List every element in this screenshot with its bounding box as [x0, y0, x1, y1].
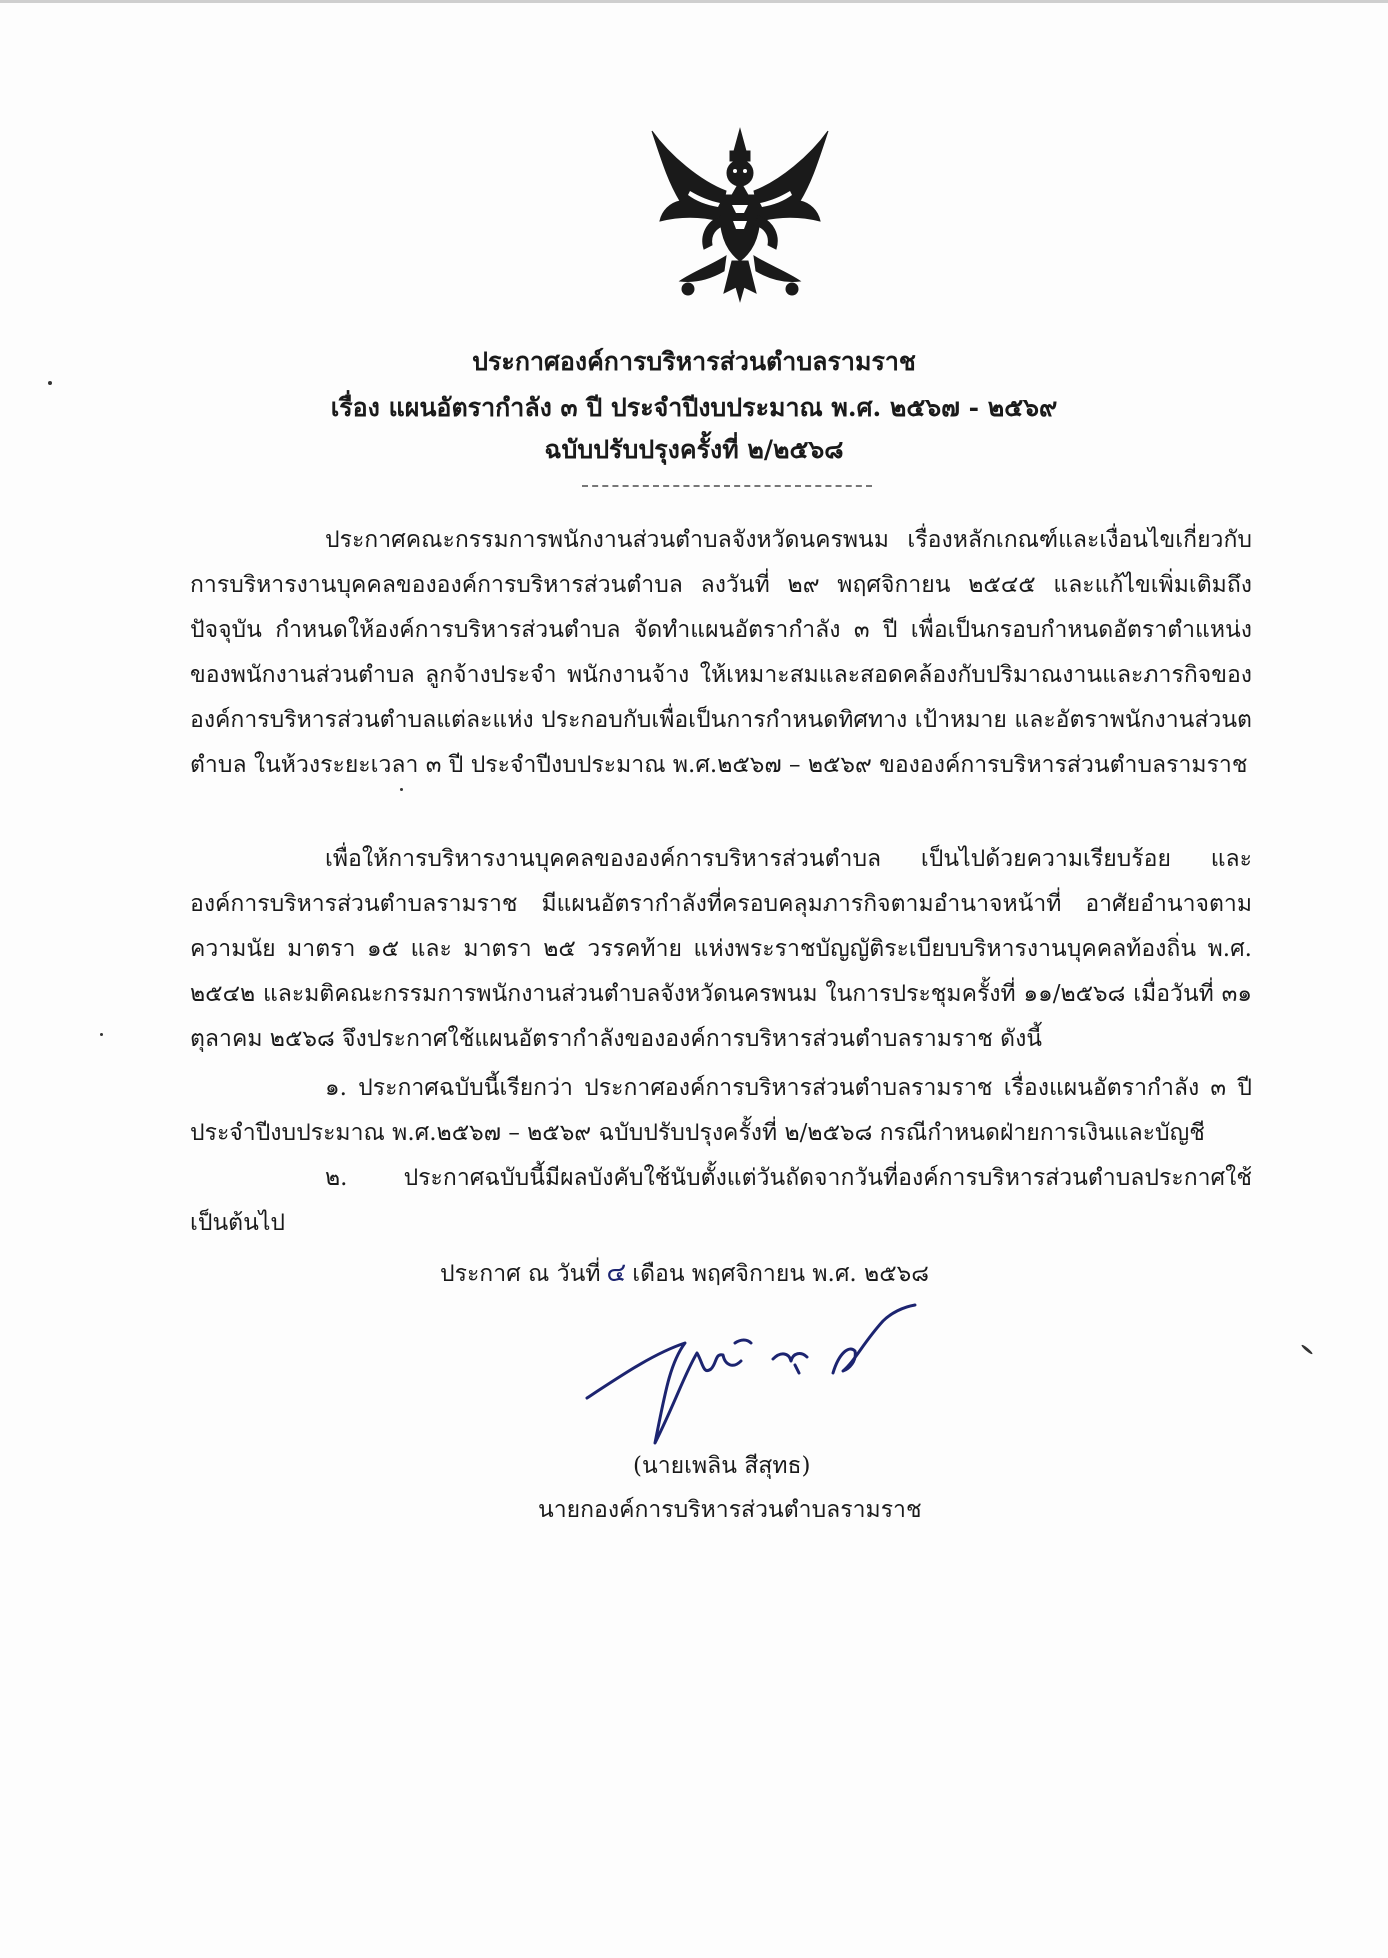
announcement-subject: เรื่อง แผนอัตรากำลัง ๓ ปี ประจำปีงบประมาณ พ.ศ. ๒๕๖๗ - ๒๕๖๙: [330, 393, 1058, 422]
scan-speck: [48, 381, 52, 385]
proclamation-day: ๔: [606, 1258, 627, 1288]
signer-name: (นายเพลิน สีสุทธ): [633, 1453, 811, 1479]
announcement-revision: ฉบับปรับปรุงครั้งที่ ๒/๒๕๖๘: [544, 435, 844, 464]
clause-1: ๑. ประกาศฉบับนี้เรียกว่า ประกาศองค์การบริหารส่วนตำบลรามราช เรื่องแผนอัตรากำลัง ๓ ปี ประจำปีงบประมาณ พ.ศ.๒๕๖๗ – ๒๕๖๙ ฉบับปรับปรุงครั้งที่ ๒/๒๕๖๘ กรณีกำหนดฝ่ายการเงินและบัญชี: [190, 1075, 1252, 1146]
scan-speck: [400, 788, 403, 791]
scan-speck: [1301, 1344, 1314, 1355]
body-paragraph-2: เพื่อให้การบริหารงานบุคคลขององค์การบริหารส่วนตำบล เป็นไปด้วยความเรียบร้อย และองค์การบริหารส่วนตำบลรามราช มีแผนอัตรากำลังที่ครอบคลุมภารกิจตามอำนาจหน้าที่ อาศัยอำนาจตามความนัย มาตรา ๑๕ และ มาตรา ๒๕ วรรคท้าย แห่งพระราชบัญญัติระเบียบบริหารงานบุคคลท้องถิ่น พ.ศ. ๒๕๔๒ และมติคณะกรรมการพนักงานส่วนตำบลจังหวัดนครพนม ในการประชุมครั้งที่ ๑๑/๒๕๖๘ เมื่อวันที่ ๓๑ ตุลาคม ๒๕๖๘ จึงประกาศใช้แผนอัตรากำลังขององค์การบริหารส่วนตำบลรามราช ดังนี้: [190, 846, 1252, 1052]
proclamation-suffix: เดือน พฤศจิกายน พ.ศ. ๒๕๖๘: [632, 1261, 929, 1287]
scan-speck: [100, 1033, 103, 1036]
announcement-title: ประกาศองค์การบริหารส่วนตำบลรามราช: [472, 347, 916, 376]
garuda-emblem-icon: [640, 121, 840, 311]
proclamation-prefix: ประกาศ ณ วันที่: [440, 1261, 601, 1287]
body-paragraph-1: ประกาศคณะกรรมการพนักงานส่วนตำบลจังหวัดนครพนม เรื่องหลักเกณฑ์และเงื่อนไขเกี่ยวกับการบริหารงานบุคคลขององค์การบริหารส่วนตำบล ลงวันที่ ๒๙ พฤศจิกายน ๒๕๔๕ และแก้ไขเพิ่มเติมถึงปัจจุบัน กำหนดให้องค์การบริหารส่วนตำบล จัดทำแผนอัตรากำลัง ๓ ปี เพื่อเป็นกรอบกำหนดอัตราตำแหน่งของพนักงานส่วนตำบล ลูกจ้างประจำ พนักงานจ้าง ให้เหมาะสมและสอดคล้องกับปริมาณงานและภารกิจขององค์การบริหารส่วนตำบลแต่ละแห่ง ประกอบกับเพื่อเป็นการกำหนดทิศทาง เป้าหมาย และอัตราพนักงานส่วนตตำบล ในห้วงระยะเวลา ๓ ปี ประจำปีงบประมาณ พ.ศ.๒๕๖๗ – ๒๕๖๙ ขององค์การบริหารส่วนตำบลรามราช: [190, 527, 1252, 778]
header-divider: [582, 485, 872, 487]
signer-position: นายกองค์การบริหารส่วนตำบลรามราช: [538, 1497, 922, 1523]
clause-2: ๒. ประกาศฉบับนี้มีผลบังคับใช้นับตั้งแต่วันถัดจากวันที่องค์การบริหารส่วนตำบลประกาศใช้เป็นต้นไป: [190, 1165, 1252, 1236]
proclamation-date: [440, 1253, 929, 1294]
signature-mark: [585, 1303, 945, 1453]
